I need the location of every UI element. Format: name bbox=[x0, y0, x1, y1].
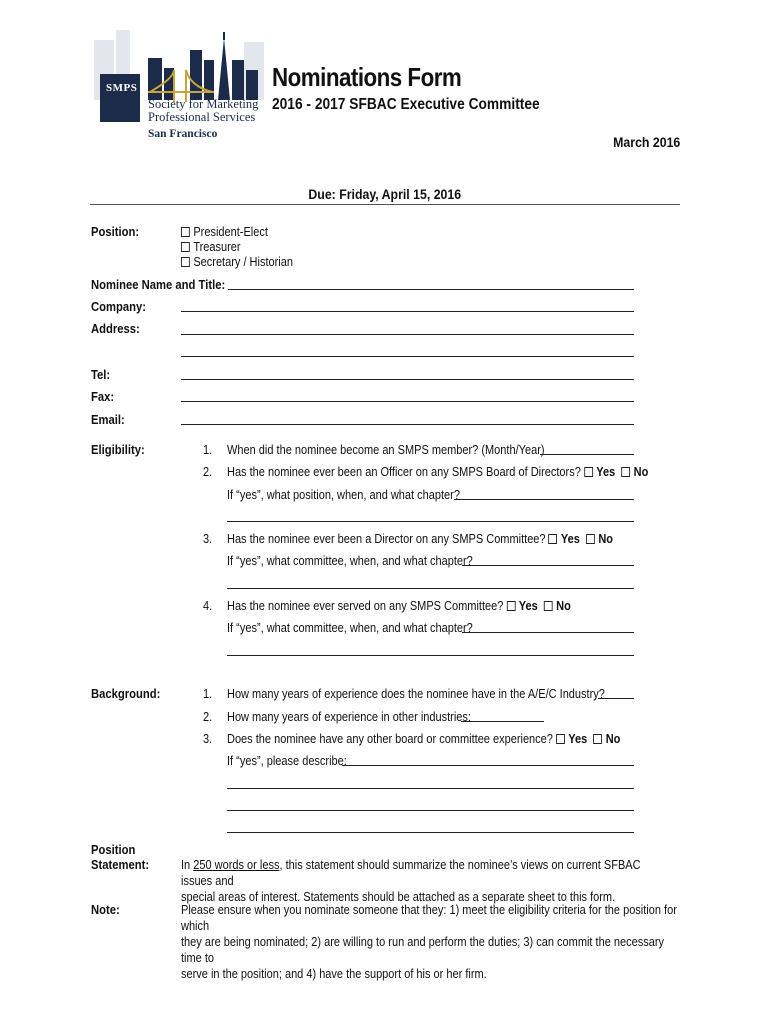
form-subtitle: 2016 - 2017 SFBAC Executive Committee bbox=[272, 96, 540, 113]
address-field-1[interactable] bbox=[181, 334, 634, 335]
no-label: No bbox=[605, 732, 621, 746]
q2-question: Has the nominee ever been an Officer on any SMPS Board of Directors? bbox=[227, 465, 581, 479]
q2-yes-checkbox[interactable] bbox=[584, 467, 593, 477]
logo-line-1: Society for Marketing bbox=[148, 97, 259, 111]
background-q2-number: 2. bbox=[203, 710, 213, 724]
q3-yes-checkbox[interactable] bbox=[549, 534, 558, 544]
tel-field[interactable] bbox=[181, 379, 634, 380]
option-label: Secretary / Historian bbox=[193, 255, 293, 269]
note-line-3: serve in the position; and 4) have the support of his or her firm. bbox=[181, 967, 487, 981]
statement-text bbox=[181, 857, 669, 905]
experience-field-2[interactable] bbox=[227, 788, 634, 789]
logo-chapter: San Francisco bbox=[148, 128, 218, 140]
header-divider bbox=[90, 204, 680, 205]
option-label: President-Elect bbox=[193, 225, 268, 239]
no-label: No bbox=[556, 599, 571, 613]
statement-line-1: this statement should summarize the nominee’s views on current SFBAC issues and bbox=[181, 858, 641, 888]
email-label: Email: bbox=[91, 413, 125, 427]
q3-followup-field-2[interactable] bbox=[227, 588, 634, 589]
statement-line-2: special areas of interest. Statements should be attached as a separate sheet to this form. bbox=[181, 890, 616, 904]
other-years-field[interactable] bbox=[461, 721, 544, 722]
q4-no-checkbox[interactable] bbox=[544, 601, 553, 611]
yes-label: Yes bbox=[568, 732, 588, 746]
statement-label-line-2: Statement: bbox=[91, 858, 150, 872]
statement-label-line-1: Position bbox=[91, 843, 136, 857]
form-title: Nominations Form bbox=[272, 62, 462, 92]
position-option-president-elect[interactable] bbox=[181, 225, 268, 239]
eligibility-q2-followup: If “yes”, what position, when, and what chapter? bbox=[227, 488, 460, 502]
checkbox-icon[interactable] bbox=[181, 257, 190, 267]
eligibility-q3-number: 3. bbox=[203, 532, 213, 546]
no-label: No bbox=[598, 532, 614, 546]
experience-field-4[interactable] bbox=[227, 832, 634, 833]
position-option-secretary[interactable] bbox=[181, 255, 293, 269]
yes-label: Yes bbox=[596, 465, 616, 479]
yes-label: Yes bbox=[560, 532, 580, 546]
q2-followup-field-1[interactable] bbox=[454, 499, 634, 500]
checkbox-icon[interactable] bbox=[181, 242, 190, 252]
checkbox-icon[interactable] bbox=[181, 227, 190, 237]
background-q3-number: 3. bbox=[203, 732, 213, 746]
eligibility-q2-number: 2. bbox=[203, 465, 213, 479]
q4-question: Has the nominee ever served on any SMPS Committee? bbox=[227, 599, 504, 613]
fax-field[interactable] bbox=[181, 401, 634, 402]
bg-q3-question: Does the nominee have any other board or committee experience? bbox=[227, 732, 553, 746]
background-q3-followup: If “yes”, please describe: bbox=[227, 754, 347, 768]
form-date: March 2016 bbox=[612, 134, 680, 150]
logo-line-2: Professional Services bbox=[148, 110, 256, 124]
q3-followup-field-1[interactable] bbox=[462, 565, 634, 566]
aec-years-field[interactable] bbox=[598, 698, 634, 699]
background-q3-text bbox=[227, 732, 620, 746]
q4-followup-field-2[interactable] bbox=[227, 655, 634, 656]
no-label: No bbox=[633, 465, 649, 479]
background-q1-text: How many years of experience does the nominee have in the A/E/C Industry? bbox=[227, 687, 605, 701]
nominee-field[interactable] bbox=[228, 289, 634, 290]
note-text bbox=[181, 902, 683, 982]
q4-followup-field-1[interactable] bbox=[462, 632, 634, 633]
yes-label: Yes bbox=[518, 599, 538, 613]
background-label: Background: bbox=[91, 687, 161, 701]
company-label: Company: bbox=[91, 300, 147, 314]
eligibility-label: Eligibility: bbox=[91, 443, 145, 457]
eligibility-q4-followup: If “yes”, what committee, when, and what chapter? bbox=[227, 621, 473, 635]
eligibility-q1-text: When did the nominee become an SMPS member? (Month/Year) bbox=[227, 443, 545, 457]
q3-no-checkbox[interactable] bbox=[586, 534, 595, 544]
position-option-treasurer[interactable] bbox=[181, 240, 241, 254]
bg-q3-no-checkbox[interactable] bbox=[593, 734, 602, 744]
note-label: Note: bbox=[91, 903, 120, 917]
option-label: Treasurer bbox=[193, 240, 241, 254]
fax-label: Fax: bbox=[91, 390, 115, 404]
experience-field-1[interactable] bbox=[342, 765, 634, 766]
member-since-field[interactable] bbox=[540, 454, 634, 455]
nominee-label: Nominee Name and Title: bbox=[91, 278, 226, 292]
smps-logo bbox=[94, 30, 266, 150]
tel-label: Tel: bbox=[91, 368, 111, 382]
eligibility-q2-text bbox=[227, 465, 648, 479]
note-line-1: Please ensure when you nominate someone that they: 1) meet the eligibility criteria for the position for which bbox=[181, 903, 677, 933]
statement-emphasis: 250 words or less, bbox=[193, 858, 283, 872]
eligibility-q3-text bbox=[227, 532, 613, 546]
eligibility-q4-text bbox=[227, 599, 571, 613]
eligibility-q4-number: 4. bbox=[203, 599, 213, 613]
q2-no-checkbox[interactable] bbox=[621, 467, 630, 477]
statement-intro: In bbox=[181, 858, 191, 872]
company-field[interactable] bbox=[181, 311, 634, 312]
position-label: Position: bbox=[91, 225, 140, 239]
due-date-text: Due: Friday, April 15, 2016 bbox=[308, 186, 462, 202]
q4-yes-checkbox[interactable] bbox=[506, 601, 515, 611]
address-field-2[interactable] bbox=[181, 356, 634, 357]
email-field[interactable] bbox=[181, 424, 634, 425]
eligibility-q3-followup: If “yes”, what committee, when, and what chapter? bbox=[227, 554, 473, 568]
note-line-2: they are being nominated; 2) are willing to run and perform the duties; 3) can commit the necessary time to bbox=[181, 935, 665, 965]
q2-followup-field-2[interactable] bbox=[227, 521, 634, 522]
background-q2-text: How many years of experience in other industries: bbox=[227, 710, 471, 724]
q3-question: Has the nominee ever been a Director on any SMPS Committee? bbox=[227, 532, 546, 546]
bg-q3-yes-checkbox[interactable] bbox=[556, 734, 565, 744]
experience-field-3[interactable] bbox=[227, 810, 634, 811]
due-date bbox=[0, 186, 770, 202]
address-label: Address: bbox=[91, 322, 140, 336]
eligibility-q1-number: 1. bbox=[203, 443, 213, 457]
background-q1-number: 1. bbox=[203, 687, 213, 701]
logo-abbr: SMPS bbox=[106, 82, 138, 94]
